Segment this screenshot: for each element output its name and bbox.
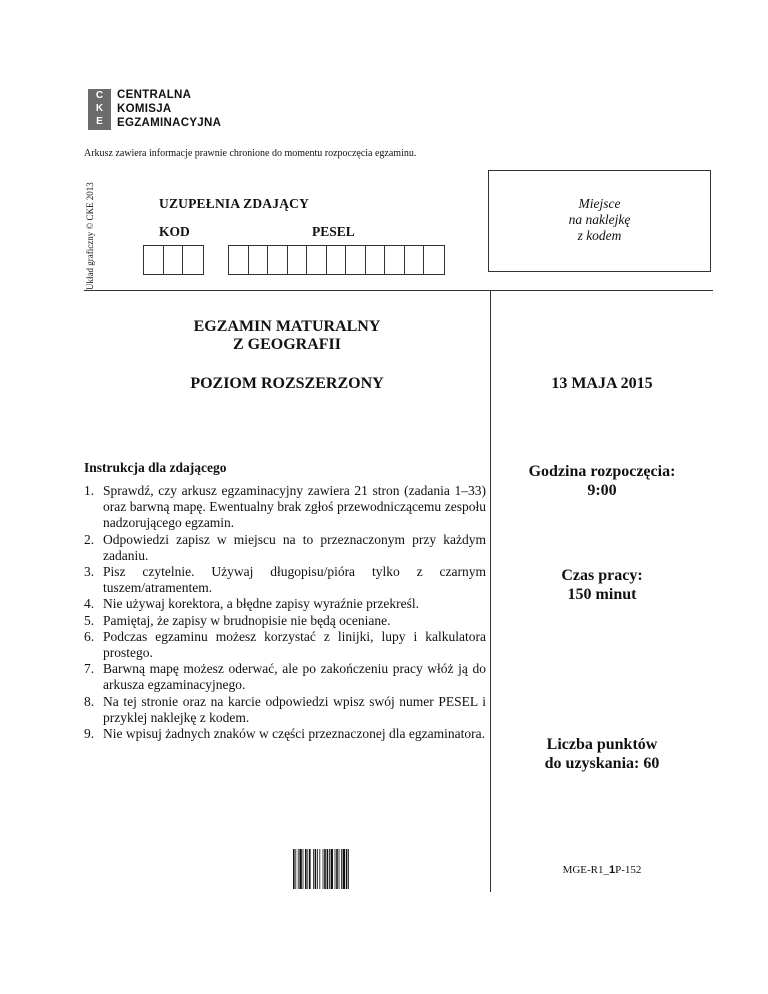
instructions-heading: Instrukcja dla zdającego xyxy=(84,460,227,475)
barcode-bar xyxy=(313,849,314,889)
start-time-label: Godzina rozpoczęcia: xyxy=(528,463,676,480)
cke-logo-text xyxy=(117,88,221,130)
sticker-line: z kodem xyxy=(577,228,622,243)
instructions-list xyxy=(84,483,486,742)
pesel-digit-box[interactable] xyxy=(288,246,308,274)
start-time xyxy=(491,462,713,500)
kod-input-boxes[interactable] xyxy=(143,245,204,275)
logo-line: KOMISJA xyxy=(117,103,172,115)
duration-value: 150 minut xyxy=(567,586,637,603)
barcode-bar xyxy=(346,849,348,889)
pesel-digit-box[interactable] xyxy=(424,246,444,274)
sticker-line: Miejsce xyxy=(578,196,621,211)
logo-mark-letter: E xyxy=(96,116,103,127)
instruction-item: 2. Odpowiedzi zapisz w miejscu na to przeznaczonym przy każdym zadaniu. xyxy=(84,531,486,563)
instruction-item: 9. Nie wpisuj żadnych znaków w części przeznaczonej dla egzaminatora. xyxy=(84,726,485,742)
barcode-bar xyxy=(319,849,320,889)
barcode-bar xyxy=(305,849,307,889)
pesel-digit-box[interactable] xyxy=(327,246,347,274)
barcode-bar xyxy=(315,849,317,889)
barcode-bar xyxy=(293,849,295,889)
barcode xyxy=(293,849,371,889)
instruction-item: 1. Sprawdź, czy arkusz egzaminacyjny zawiera 21 stron (zadania 1–33) oraz barwną mapę. Ewentualny brak zgłoś przewodniczącemu zespołu nadzorującego egzamin. xyxy=(84,483,486,531)
kod-digit-box[interactable] xyxy=(164,246,184,274)
points xyxy=(491,735,713,773)
kod-digit-box[interactable] xyxy=(183,246,203,274)
logo-line: CENTRALNA xyxy=(117,89,192,101)
pesel-digit-box[interactable] xyxy=(385,246,405,274)
barcode-bar xyxy=(329,849,330,889)
copyright-notice: Arkusz zawiera informacje prawnie chronione do momentu rozpoczęcia egzaminu. xyxy=(84,148,417,159)
candidate-heading: UZUPEŁNIA ZDAJĄCY xyxy=(159,196,310,211)
kod-digit-box[interactable] xyxy=(144,246,164,274)
barcode-bar xyxy=(335,849,336,889)
pesel-input-boxes[interactable] xyxy=(228,245,445,275)
exam-level: POZIOM ROZSZERZONY xyxy=(190,375,384,392)
pesel-digit-box[interactable] xyxy=(346,246,366,274)
instruction-item: 4. Nie używaj korektora, a błędne zapisy wyraźnie przekreśl. xyxy=(84,596,419,612)
barcode-bar xyxy=(341,849,342,889)
pesel-digit-box[interactable] xyxy=(366,246,386,274)
points-label: Liczba punktów xyxy=(546,736,658,753)
exam-date: 13 MAJA 2015 xyxy=(551,375,653,392)
barcode-bar xyxy=(323,849,324,889)
graphic-layout-note: Układ graficzny © CKE 2013 xyxy=(85,182,95,290)
barcode-bar xyxy=(324,849,326,889)
pesel-digit-box[interactable] xyxy=(307,246,327,274)
barcode-bar xyxy=(343,849,345,889)
barcode-bar xyxy=(307,849,308,889)
exam-title-line: Z GEOGRAFII xyxy=(232,336,341,353)
exam-title xyxy=(84,318,490,354)
barcode-bar xyxy=(339,849,340,889)
pesel-digit-box[interactable] xyxy=(405,246,425,274)
barcode-bar xyxy=(299,849,301,889)
points-value: do uzyskania: 60 xyxy=(544,755,660,772)
instruction-item: 6. Podczas egzaminu możesz korzystać z linijki, lupy i kalkulatora prostego. xyxy=(84,628,486,661)
barcode-bar xyxy=(336,849,338,889)
sheet-code: MGE-R1_1P-152 xyxy=(562,864,642,876)
horizontal-divider xyxy=(84,290,713,291)
barcode-bar xyxy=(317,849,318,889)
logo-line: EGZAMINACYJNA xyxy=(117,117,222,129)
start-time-value: 9:00 xyxy=(587,482,617,499)
pesel-digit-box[interactable] xyxy=(229,246,249,274)
instruction-item: 3. Pisz czytelnie. Używaj długopisu/pióra tylko z czarnym tuszem/atramentem. xyxy=(84,564,486,596)
logo-mark-letter: C xyxy=(95,90,104,101)
pesel-digit-box[interactable] xyxy=(249,246,269,274)
pesel-digit-box[interactable] xyxy=(268,246,288,274)
duration xyxy=(491,566,713,604)
instruction-item: 5. Pamiętaj, że zapisy w brudnopisie nie będą oceniane. xyxy=(84,612,391,628)
sticker-caption xyxy=(488,196,711,244)
barcode-bar xyxy=(327,849,329,889)
barcode-bar xyxy=(298,849,299,889)
exam-title-line: EGZAMIN MATURALNY xyxy=(193,318,381,335)
barcode-bar xyxy=(295,849,296,889)
logo-mark-letter: K xyxy=(95,103,104,114)
cke-logo-mark xyxy=(88,89,111,130)
pesel-label: PESEL xyxy=(312,224,355,239)
instruction-item: 8. Na tej stronie oraz na karcie odpowiedzi wpisz swój numer PESEL i przyklej naklejkę z kodem. xyxy=(84,693,486,725)
barcode-bar xyxy=(348,849,349,889)
barcode-bar xyxy=(331,849,333,889)
duration-label: Czas pracy: xyxy=(561,567,643,584)
barcode-bar xyxy=(303,849,304,889)
kod-label: KOD xyxy=(159,224,190,239)
instruction-item: 7. Barwną mapę możesz oderwać, ale po zakończeniu pracy włóż ją do arkusza egzaminacyjnego. xyxy=(84,661,486,693)
sticker-line: na naklejkę xyxy=(568,212,631,227)
barcode-bar xyxy=(309,849,311,889)
